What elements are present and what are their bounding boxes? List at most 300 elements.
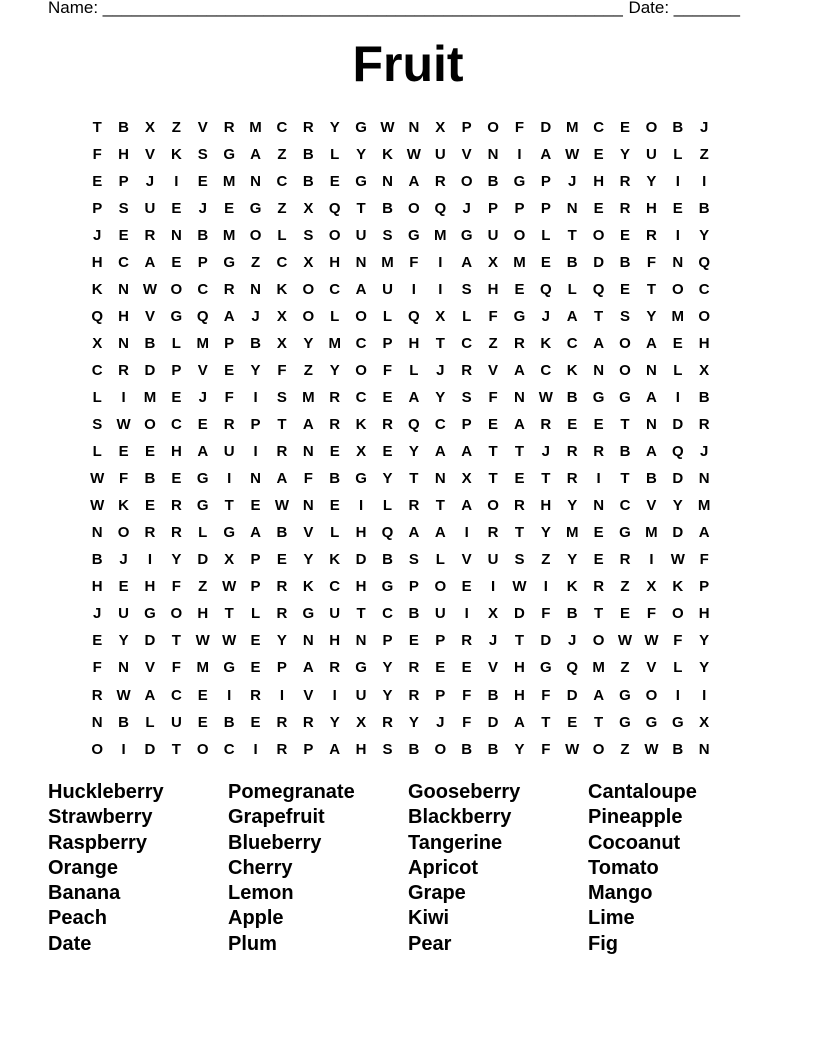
grid-letter[interactable]: B bbox=[408, 740, 420, 758]
grid-letter[interactable]: A bbox=[144, 253, 156, 271]
grid-letter[interactable]: U bbox=[487, 226, 499, 244]
grid-letter[interactable]: R bbox=[329, 388, 341, 406]
grid-letter[interactable]: U bbox=[355, 226, 367, 244]
grid-letter[interactable]: O bbox=[302, 280, 315, 298]
grid-letter[interactable]: L bbox=[171, 334, 181, 352]
grid-letter[interactable]: Q bbox=[328, 199, 341, 217]
grid-letter[interactable]: R bbox=[434, 172, 446, 190]
grid-letter[interactable]: G bbox=[302, 605, 315, 623]
grid-letter[interactable]: R bbox=[619, 551, 631, 569]
grid-letter[interactable]: E bbox=[118, 226, 129, 244]
grid-letter[interactable]: R bbox=[144, 226, 156, 244]
grid-letter[interactable]: J bbox=[198, 388, 207, 406]
grid-letter[interactable]: O bbox=[91, 740, 104, 758]
grid-letter[interactable]: J bbox=[568, 172, 577, 190]
grid-letter[interactable]: F bbox=[541, 686, 551, 704]
grid-letter[interactable]: I bbox=[702, 172, 707, 190]
grid-letter[interactable]: R bbox=[619, 172, 631, 190]
grid-letter[interactable]: M bbox=[592, 659, 605, 677]
grid-letter[interactable]: L bbox=[92, 388, 102, 406]
grid-letter[interactable]: S bbox=[118, 199, 129, 217]
grid-letter[interactable]: M bbox=[249, 118, 262, 136]
grid-letter[interactable]: O bbox=[355, 361, 367, 379]
grid-letter[interactable]: B bbox=[487, 686, 499, 704]
grid-letter[interactable]: H bbox=[118, 307, 129, 325]
grid-letter[interactable]: L bbox=[145, 713, 155, 731]
grid-letter[interactable]: R bbox=[302, 118, 314, 136]
name-field-label[interactable]: Name: _______________________________________________________ bbox=[48, 0, 623, 17]
grid-letter[interactable]: K bbox=[540, 334, 552, 352]
grid-letter[interactable]: E bbox=[250, 497, 261, 515]
grid-letter[interactable]: X bbox=[224, 551, 235, 569]
grid-letter[interactable]: W bbox=[274, 497, 290, 515]
grid-letter[interactable]: O bbox=[592, 740, 605, 758]
grid-letter[interactable]: X bbox=[488, 605, 499, 623]
grid-letter[interactable]: A bbox=[302, 416, 314, 434]
grid-letter[interactable]: T bbox=[514, 524, 525, 542]
grid-letter[interactable]: Y bbox=[699, 632, 710, 650]
grid-letter[interactable]: O bbox=[249, 226, 262, 244]
grid-letter[interactable]: R bbox=[408, 686, 420, 704]
grid-letter[interactable]: I bbox=[147, 551, 153, 569]
grid-letter[interactable]: W bbox=[644, 632, 659, 650]
grid-letter[interactable]: N bbox=[302, 632, 314, 650]
grid-letter[interactable]: H bbox=[329, 253, 341, 271]
grid-letter[interactable]: N bbox=[593, 497, 605, 515]
grid-letter[interactable]: H bbox=[408, 334, 420, 352]
grid-letter[interactable]: O bbox=[619, 334, 631, 352]
grid-letter[interactable]: G bbox=[196, 497, 209, 515]
grid-letter[interactable]: P bbox=[118, 172, 129, 190]
grid-letter[interactable]: G bbox=[645, 713, 658, 731]
grid-letter[interactable]: H bbox=[487, 280, 499, 298]
grid-letter[interactable]: R bbox=[170, 524, 182, 542]
grid-letter[interactable]: Z bbox=[250, 253, 261, 271]
grid-letter[interactable]: G bbox=[619, 524, 631, 542]
grid-letter[interactable]: D bbox=[144, 740, 156, 758]
grid-letter[interactable]: D bbox=[540, 632, 552, 650]
grid-letter[interactable]: U bbox=[144, 199, 156, 217]
grid-letter[interactable]: E bbox=[593, 416, 604, 434]
grid-letter[interactable]: A bbox=[144, 686, 156, 704]
grid-letter[interactable]: B bbox=[461, 740, 473, 758]
grid-letter[interactable]: X bbox=[303, 253, 314, 271]
grid-letter[interactable]: G bbox=[619, 388, 631, 406]
grid-letter[interactable]: G bbox=[513, 172, 526, 190]
grid-letter[interactable]: R bbox=[698, 416, 710, 434]
grid-letter[interactable]: R bbox=[250, 686, 261, 704]
grid-letter[interactable]: B bbox=[329, 470, 341, 488]
grid-letter[interactable]: O bbox=[196, 740, 209, 758]
grid-letter[interactable]: Y bbox=[672, 497, 683, 515]
grid-letter[interactable]: X bbox=[276, 307, 287, 325]
grid-letter[interactable]: A bbox=[461, 253, 473, 271]
grid-letter[interactable]: A bbox=[408, 524, 420, 542]
grid-letter[interactable]: C bbox=[566, 334, 578, 352]
grid-letter[interactable]: F bbox=[92, 659, 102, 677]
grid-letter[interactable]: A bbox=[408, 388, 420, 406]
grid-letter[interactable]: D bbox=[672, 470, 684, 488]
grid-letter[interactable]: G bbox=[355, 172, 367, 190]
grid-letter[interactable]: L bbox=[567, 280, 577, 298]
grid-letter[interactable]: Q bbox=[671, 443, 684, 461]
grid-letter[interactable]: E bbox=[250, 632, 261, 650]
grid-letter[interactable]: E bbox=[488, 416, 499, 434]
grid-letter[interactable]: F bbox=[303, 470, 313, 488]
grid-letter[interactable]: F bbox=[541, 740, 551, 758]
grid-letter[interactable]: B bbox=[619, 253, 631, 271]
grid-letter[interactable]: J bbox=[541, 307, 550, 325]
grid-letter[interactable]: P bbox=[171, 361, 182, 379]
grid-letter[interactable]: G bbox=[619, 713, 631, 731]
grid-letter[interactable]: Y bbox=[408, 443, 419, 461]
grid-letter[interactable]: T bbox=[594, 307, 604, 325]
grid-letter[interactable]: O bbox=[671, 605, 684, 623]
grid-letter[interactable]: T bbox=[171, 632, 181, 650]
grid-letter[interactable]: V bbox=[303, 524, 314, 542]
grid-letter[interactable]: C bbox=[619, 497, 631, 515]
grid-letter[interactable]: J bbox=[93, 226, 102, 244]
grid-letter[interactable]: E bbox=[620, 118, 631, 136]
grid-letter[interactable]: E bbox=[171, 253, 182, 271]
grid-letter[interactable]: B bbox=[566, 605, 578, 623]
grid-letter[interactable]: M bbox=[645, 524, 658, 542]
grid-letter[interactable]: N bbox=[250, 280, 261, 298]
grid-letter[interactable]: I bbox=[675, 226, 680, 244]
grid-letter[interactable]: O bbox=[487, 118, 499, 136]
grid-letter[interactable]: L bbox=[330, 307, 340, 325]
grid-letter[interactable]: W bbox=[116, 686, 131, 704]
grid-letter[interactable]: Z bbox=[198, 578, 208, 596]
grid-letter[interactable]: J bbox=[436, 361, 445, 379]
grid-letter[interactable]: U bbox=[329, 605, 341, 623]
grid-letter[interactable]: Z bbox=[277, 199, 287, 217]
grid-letter[interactable]: A bbox=[302, 659, 314, 677]
grid-letter[interactable]: C bbox=[434, 416, 446, 434]
grid-letter[interactable]: B bbox=[408, 605, 420, 623]
grid-letter[interactable]: S bbox=[461, 280, 472, 298]
grid-letter[interactable]: Y bbox=[435, 388, 446, 406]
grid-letter[interactable]: M bbox=[565, 524, 579, 542]
grid-letter[interactable]: C bbox=[276, 118, 288, 136]
grid-letter[interactable]: T bbox=[224, 605, 234, 623]
grid-letter[interactable]: C bbox=[223, 740, 235, 758]
grid-letter[interactable]: A bbox=[276, 470, 288, 488]
grid-letter[interactable]: R bbox=[593, 443, 605, 461]
grid-letter[interactable]: H bbox=[91, 578, 103, 596]
grid-letter[interactable]: C bbox=[355, 388, 367, 406]
grid-letter[interactable]: B bbox=[487, 740, 499, 758]
grid-letter[interactable]: N bbox=[118, 659, 129, 677]
grid-letter[interactable]: H bbox=[593, 172, 605, 190]
grid-letter[interactable]: U bbox=[170, 713, 182, 731]
grid-letter[interactable]: B bbox=[382, 199, 393, 217]
grid-letter[interactable]: A bbox=[514, 416, 525, 434]
grid-letter[interactable]: O bbox=[592, 226, 605, 244]
grid-letter[interactable]: Q bbox=[566, 659, 579, 677]
grid-letter[interactable]: O bbox=[645, 686, 658, 704]
grid-letter[interactable]: H bbox=[514, 659, 525, 677]
grid-letter[interactable]: C bbox=[382, 605, 393, 623]
grid-letter[interactable]: F bbox=[646, 605, 656, 623]
grid-letter[interactable]: X bbox=[699, 361, 710, 379]
grid-letter[interactable]: N bbox=[593, 361, 605, 379]
grid-letter[interactable]: E bbox=[329, 443, 340, 461]
grid-letter[interactable]: H bbox=[91, 253, 103, 271]
grid-letter[interactable]: X bbox=[488, 253, 499, 271]
grid-letter[interactable]: E bbox=[171, 388, 182, 406]
grid-letter[interactable]: W bbox=[617, 632, 633, 650]
grid-letter[interactable]: K bbox=[355, 416, 367, 434]
grid-letter[interactable]: T bbox=[92, 118, 102, 136]
grid-letter[interactable]: R bbox=[619, 199, 631, 217]
grid-letter[interactable]: J bbox=[93, 605, 102, 623]
grid-letter[interactable]: Y bbox=[250, 361, 261, 379]
grid-letter[interactable]: G bbox=[223, 145, 235, 163]
grid-letter[interactable]: I bbox=[438, 253, 443, 271]
grid-letter[interactable]: X bbox=[461, 470, 472, 488]
grid-letter[interactable]: I bbox=[332, 686, 337, 704]
grid-letter[interactable]: U bbox=[645, 145, 657, 163]
grid-letter[interactable]: T bbox=[541, 713, 551, 731]
grid-letter[interactable]: Q bbox=[91, 307, 104, 325]
grid-letter[interactable]: J bbox=[700, 443, 709, 461]
grid-letter[interactable]: M bbox=[302, 388, 315, 406]
grid-letter[interactable]: F bbox=[541, 605, 551, 623]
grid-letter[interactable]: G bbox=[170, 307, 183, 325]
grid-letter[interactable]: S bbox=[303, 226, 314, 244]
grid-letter[interactable]: P bbox=[224, 334, 235, 352]
grid-letter[interactable]: U bbox=[382, 280, 393, 298]
grid-letter[interactable]: E bbox=[382, 443, 393, 461]
grid-letter[interactable]: V bbox=[488, 361, 499, 379]
grid-letter[interactable]: R bbox=[408, 497, 420, 515]
grid-letter[interactable]: F bbox=[699, 551, 709, 569]
grid-letter[interactable]: R bbox=[540, 416, 552, 434]
grid-letter[interactable]: H bbox=[514, 686, 525, 704]
grid-letter[interactable]: F bbox=[119, 470, 129, 488]
grid-letter[interactable]: I bbox=[411, 280, 416, 298]
grid-letter[interactable]: J bbox=[488, 632, 498, 650]
grid-letter[interactable]: T bbox=[488, 470, 498, 488]
grid-letter[interactable]: K bbox=[566, 361, 578, 379]
grid-letter[interactable]: U bbox=[118, 605, 129, 623]
grid-letter[interactable]: E bbox=[197, 172, 208, 190]
grid-letter[interactable]: B bbox=[698, 388, 710, 406]
grid-letter[interactable]: H bbox=[355, 740, 367, 758]
grid-letter[interactable]: P bbox=[197, 253, 208, 271]
grid-letter[interactable]: H bbox=[170, 443, 182, 461]
grid-letter[interactable]: M bbox=[222, 226, 236, 244]
grid-letter[interactable]: O bbox=[619, 361, 631, 379]
grid-letter[interactable]: E bbox=[567, 416, 578, 434]
grid-letter[interactable]: X bbox=[92, 334, 103, 352]
grid-letter[interactable]: I bbox=[490, 578, 496, 596]
grid-letter[interactable]: N bbox=[514, 388, 525, 406]
grid-letter[interactable]: B bbox=[250, 334, 261, 352]
grid-letter[interactable]: X bbox=[699, 713, 710, 731]
grid-letter[interactable]: E bbox=[144, 497, 155, 515]
grid-letter[interactable]: C bbox=[170, 416, 182, 434]
grid-letter[interactable]: D bbox=[144, 632, 156, 650]
grid-letter[interactable]: Q bbox=[698, 253, 711, 271]
grid-letter[interactable]: I bbox=[543, 578, 548, 596]
grid-letter[interactable]: I bbox=[174, 172, 179, 190]
grid-letter[interactable]: P bbox=[435, 632, 446, 650]
grid-letter[interactable]: C bbox=[461, 334, 473, 352]
grid-letter[interactable]: B bbox=[672, 740, 684, 758]
grid-letter[interactable]: R bbox=[329, 416, 341, 434]
grid-letter[interactable]: P bbox=[250, 578, 261, 596]
grid-letter[interactable]: Y bbox=[276, 632, 287, 650]
grid-letter[interactable]: R bbox=[223, 118, 235, 136]
grid-letter[interactable]: E bbox=[672, 199, 683, 217]
grid-letter[interactable]: L bbox=[435, 551, 445, 569]
grid-letter[interactable]: H bbox=[355, 524, 367, 542]
grid-letter[interactable]: E bbox=[197, 686, 208, 704]
grid-letter[interactable]: E bbox=[250, 659, 261, 677]
grid-letter[interactable]: O bbox=[460, 172, 473, 190]
grid-letter[interactable]: B bbox=[382, 551, 393, 569]
grid-letter[interactable]: X bbox=[144, 118, 155, 136]
grid-letter[interactable]: P bbox=[540, 199, 551, 217]
grid-letter[interactable]: S bbox=[197, 145, 208, 163]
grid-letter[interactable]: D bbox=[672, 416, 684, 434]
grid-letter[interactable]: R bbox=[170, 497, 182, 515]
grid-letter[interactable]: V bbox=[461, 551, 472, 569]
grid-letter[interactable]: O bbox=[434, 740, 447, 758]
grid-letter[interactable]: F bbox=[277, 361, 287, 379]
grid-letter[interactable]: O bbox=[698, 307, 711, 325]
grid-letter[interactable]: M bbox=[222, 172, 236, 190]
grid-letter[interactable]: J bbox=[700, 118, 709, 136]
grid-letter[interactable]: R bbox=[302, 713, 314, 731]
grid-letter[interactable]: R bbox=[408, 659, 420, 677]
grid-letter[interactable]: L bbox=[92, 443, 102, 461]
grid-letter[interactable]: J bbox=[568, 632, 577, 650]
grid-letter[interactable]: G bbox=[381, 578, 394, 596]
grid-letter[interactable]: A bbox=[408, 172, 420, 190]
grid-letter[interactable]: R bbox=[487, 524, 499, 542]
grid-letter[interactable]: Y bbox=[567, 497, 578, 515]
grid-letter[interactable]: N bbox=[698, 740, 710, 758]
grid-letter[interactable]: R bbox=[91, 686, 103, 704]
grid-letter[interactable]: T bbox=[594, 713, 604, 731]
grid-letter[interactable]: T bbox=[541, 470, 551, 488]
grid-letter[interactable]: G bbox=[144, 605, 156, 623]
grid-letter[interactable]: Y bbox=[620, 145, 631, 163]
grid-letter[interactable]: D bbox=[144, 361, 156, 379]
grid-letter[interactable]: P bbox=[303, 740, 314, 758]
grid-letter[interactable]: R bbox=[276, 605, 288, 623]
grid-letter[interactable]: C bbox=[540, 361, 552, 379]
grid-letter[interactable]: E bbox=[250, 713, 261, 731]
grid-letter[interactable]: M bbox=[513, 253, 526, 271]
grid-letter[interactable]: I bbox=[517, 145, 522, 163]
grid-letter[interactable]: D bbox=[566, 686, 578, 704]
grid-letter[interactable]: T bbox=[567, 226, 577, 244]
grid-letter[interactable]: F bbox=[171, 659, 181, 677]
grid-letter[interactable]: G bbox=[355, 118, 367, 136]
grid-letter[interactable]: L bbox=[277, 226, 287, 244]
grid-letter[interactable]: W bbox=[90, 470, 105, 488]
grid-letter[interactable]: N bbox=[408, 118, 420, 136]
grid-letter[interactable]: Z bbox=[620, 659, 630, 677]
grid-letter[interactable]: E bbox=[329, 172, 340, 190]
grid-letter[interactable]: A bbox=[540, 145, 552, 163]
grid-letter[interactable]: B bbox=[197, 226, 209, 244]
grid-letter[interactable]: E bbox=[620, 226, 631, 244]
grid-letter[interactable]: E bbox=[171, 199, 182, 217]
grid-letter[interactable]: J bbox=[251, 307, 260, 325]
grid-letter[interactable]: I bbox=[253, 740, 258, 758]
grid-letter[interactable]: G bbox=[223, 253, 235, 271]
grid-letter[interactable]: Q bbox=[196, 307, 209, 325]
grid-letter[interactable]: N bbox=[672, 253, 684, 271]
grid-letter[interactable]: A bbox=[355, 280, 367, 298]
grid-letter[interactable]: N bbox=[302, 497, 314, 515]
grid-letter[interactable]: Z bbox=[699, 145, 709, 163]
grid-letter[interactable]: C bbox=[170, 686, 182, 704]
grid-letter[interactable]: S bbox=[92, 416, 103, 434]
grid-letter[interactable]: P bbox=[435, 686, 446, 704]
grid-letter[interactable]: I bbox=[279, 686, 285, 704]
grid-letter[interactable]: E bbox=[197, 416, 208, 434]
grid-letter[interactable]: W bbox=[565, 740, 580, 758]
grid-letter[interactable]: P bbox=[276, 659, 287, 677]
grid-letter[interactable]: E bbox=[171, 470, 182, 488]
grid-letter[interactable]: F bbox=[462, 686, 472, 704]
grid-letter[interactable]: F bbox=[224, 388, 234, 406]
grid-letter[interactable]: F bbox=[646, 253, 656, 271]
grid-letter[interactable]: F bbox=[171, 578, 181, 596]
grid-letter[interactable]: B bbox=[698, 199, 710, 217]
grid-letter[interactable]: Z bbox=[303, 361, 313, 379]
grid-letter[interactable]: J bbox=[145, 172, 155, 190]
grid-letter[interactable]: A bbox=[434, 443, 446, 461]
grid-letter[interactable]: A bbox=[461, 443, 473, 461]
grid-letter[interactable]: P bbox=[540, 172, 551, 190]
grid-letter[interactable]: Y bbox=[382, 470, 393, 488]
grid-letter[interactable]: P bbox=[92, 199, 103, 217]
grid-letter[interactable]: V bbox=[646, 497, 657, 515]
grid-letter[interactable]: Y bbox=[408, 713, 419, 731]
grid-letter[interactable]: A bbox=[645, 388, 657, 406]
grid-letter[interactable]: X bbox=[435, 307, 446, 325]
grid-letter[interactable]: G bbox=[408, 226, 420, 244]
grid-letter[interactable]: G bbox=[540, 659, 552, 677]
grid-letter[interactable]: R bbox=[276, 713, 288, 731]
grid-letter[interactable]: G bbox=[249, 199, 262, 217]
grid-letter[interactable]: P bbox=[382, 632, 393, 650]
date-field-label[interactable]: Date: _______ bbox=[628, 0, 740, 17]
grid-letter[interactable]: X bbox=[646, 578, 657, 596]
grid-letter[interactable]: B bbox=[619, 443, 631, 461]
grid-letter[interactable]: M bbox=[143, 388, 157, 406]
grid-letter[interactable]: Q bbox=[540, 280, 552, 298]
grid-letter[interactable]: O bbox=[328, 226, 341, 244]
grid-letter[interactable]: S bbox=[514, 551, 525, 569]
grid-letter[interactable]: T bbox=[356, 199, 366, 217]
grid-letter[interactable]: W bbox=[90, 497, 105, 515]
grid-letter[interactable]: N bbox=[170, 226, 182, 244]
grid-letter[interactable]: G bbox=[513, 307, 526, 325]
grid-letter[interactable]: O bbox=[434, 578, 447, 596]
grid-letter[interactable]: L bbox=[409, 361, 419, 379]
grid-letter[interactable]: E bbox=[382, 388, 393, 406]
grid-letter[interactable]: V bbox=[461, 145, 472, 163]
grid-letter[interactable]: X bbox=[303, 199, 314, 217]
